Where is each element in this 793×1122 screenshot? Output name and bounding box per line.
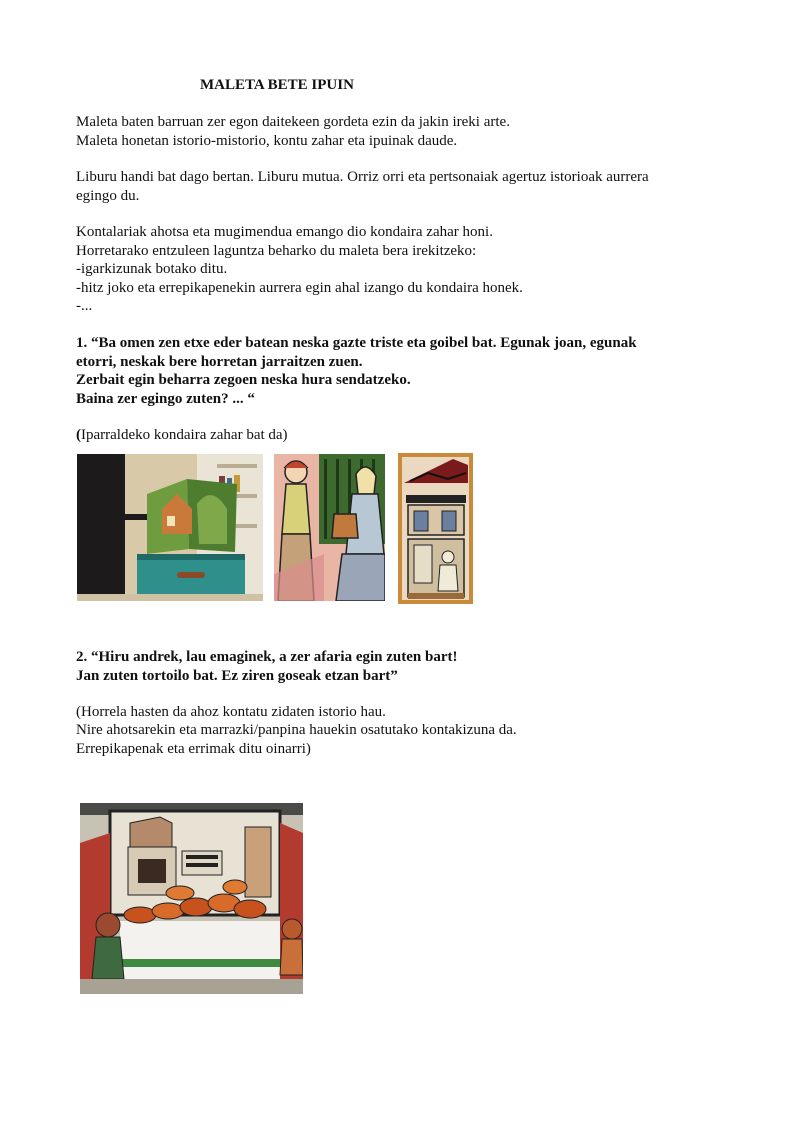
- dinner-scene-photo: [80, 803, 303, 994]
- story2-note-line: Errepikapenak eta errimak ditu oinarri): [76, 741, 311, 757]
- story1-quote-line: etorri, neskak bere horretan jarraitzen zuen.: [76, 354, 363, 370]
- story1-note: [76, 426, 288, 445]
- document-title: MALETA BETE IPUIN: [200, 77, 354, 93]
- intro-line: -...: [76, 298, 93, 314]
- intro-line: Maleta baten barruan zer egon daitekeen gordeta ezin da jakin ireki arte.: [76, 114, 510, 130]
- house-illustration-photo: [398, 453, 473, 604]
- story1-quote-line: Baina zer egingo zuten? ... “: [76, 391, 255, 407]
- story1-quote-line: Zerbait egin beharra zegoen neska hura sendatzeko.: [76, 372, 411, 388]
- story2-quote-line: 2. “Hiru andrek, lau emaginek, a zer afaria egin zuten bart!: [76, 649, 458, 665]
- intro-line: Liburu handi bat dago bertan. Liburu mutua. Orriz orri eta pertsonaiak agertuz istorioak aurrera: [76, 169, 649, 185]
- intro-line: -hitz joko eta errepikapenekin aurrera egin ahal izango du kondaira honek.: [76, 280, 523, 296]
- story1-note-paren: (: [76, 427, 81, 443]
- intro-line: Horretarako entzuleen laguntza beharko du maleta bera irekitzeko:: [76, 243, 477, 259]
- story2-note-line: (Horrela hasten da ahoz kontatu zidaten istorio hau.: [76, 704, 386, 720]
- intro-line: Maleta honetan istorio-mistorio, kontu zahar eta ipuinak daude.: [76, 133, 458, 149]
- storyteller-suitcase-photo: [77, 454, 263, 601]
- story1-note-text: Iparraldeko kondaira zahar bat da): [81, 427, 288, 443]
- story2-note-line: Nire ahotsarekin eta marrazki/panpina hauekin osatutako kontakizuna da.: [76, 722, 517, 738]
- intro-line: Kontalariak ahotsa eta mugimendua emango dio kondaira zahar honi.: [76, 224, 493, 240]
- story1-quote-line: 1. “Ba omen zen etxe eder batean neska gazte triste eta goibel bat. Egunak joan, egunak: [76, 335, 637, 351]
- girl-illustration-photo: [274, 454, 385, 601]
- intro-line: -igarkizunak botako ditu.: [76, 261, 228, 277]
- story2-quote-line: Jan zuten tortoilo bat. Ez ziren goseak etzan bart”: [76, 668, 398, 684]
- intro-line: egingo du.: [76, 188, 140, 204]
